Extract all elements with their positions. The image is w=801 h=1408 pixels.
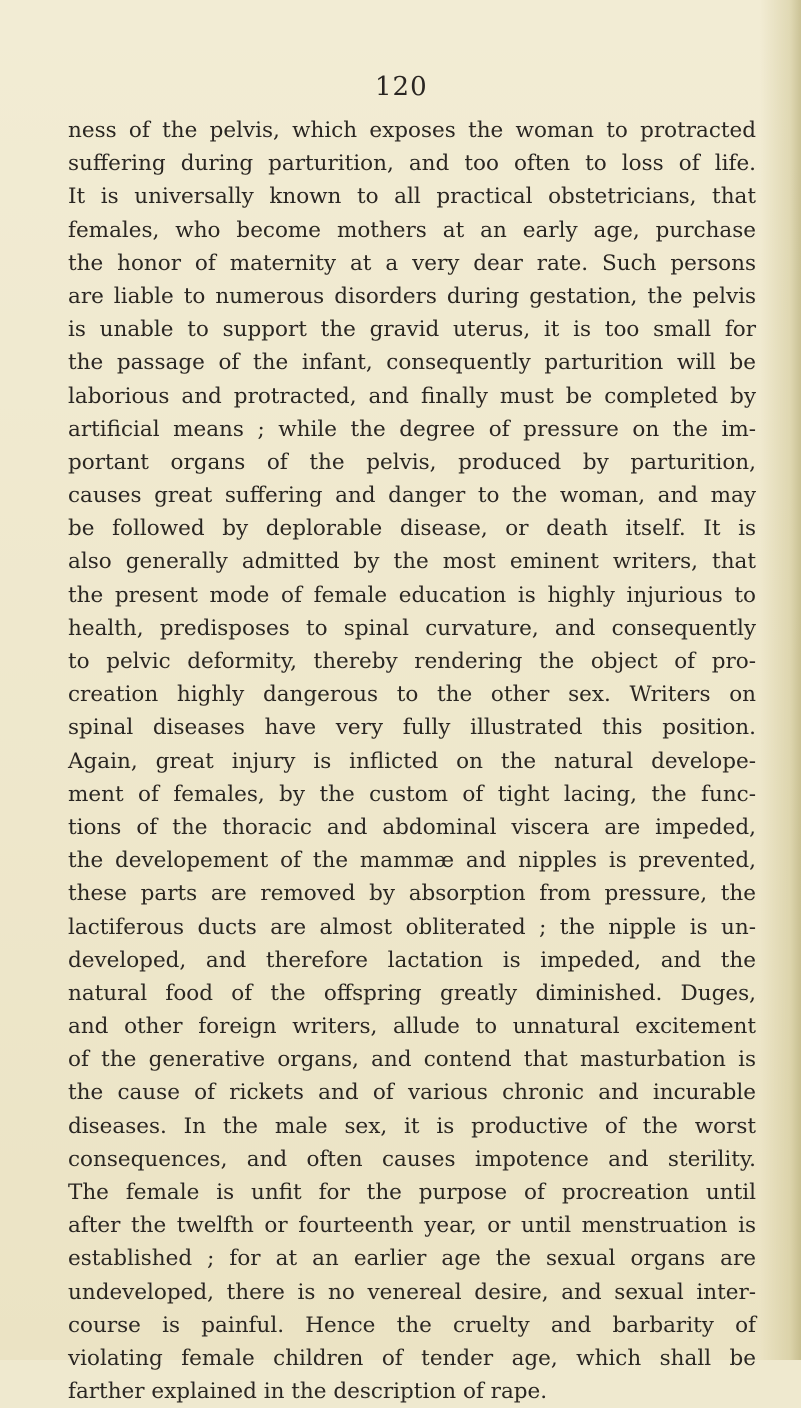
text-line: course is painful. Hence the cruelty and barbarity of [68, 1312, 756, 1338]
text-line: and other foreign writers, allude to unnatural excitement [68, 1014, 756, 1040]
text-line: natural food of the offspring greatly diminished. Duges, [68, 980, 756, 1006]
text-line: the cause of rickets and of various chronic and incurable [68, 1080, 756, 1106]
text-line: established ; for at an earlier age the sexual organs are [68, 1246, 756, 1272]
text-line: of the generative organs, and contend that masturbation is [68, 1047, 756, 1073]
text-line: farther explained in the description of rape. [68, 1379, 548, 1405]
text-line: It is universally known to all practical obstetricians, that [68, 184, 756, 210]
text-line: the present mode of female education is highly injurious to [68, 582, 756, 608]
text-line: ment of females, by the custom of tight lacing, the func- [68, 781, 756, 807]
text-line: laborious and protracted, and finally must be completed by [68, 383, 756, 409]
text-line: after the twelfth or fourteenth year, or until menstruation is [68, 1213, 756, 1239]
text-line: ness of the pelvis, which exposes the woman to protracted [68, 118, 756, 143]
text-line: artificial means ; while the degree of pressure on the im- [68, 416, 756, 442]
text-line: diseases. In the male sex, it is productive of the worst [68, 1113, 756, 1139]
text-line: causes great suffering and danger to the woman, and may [68, 483, 756, 509]
body-text [68, 114, 756, 1408]
text-line: is unable to support the gravid uterus, it is too small for [68, 317, 756, 343]
page-number: 120 [375, 72, 428, 102]
text-line: developed, and therefore lactation is impeded, and the [68, 947, 756, 973]
text-line: also generally admitted by the most eminent writers, that [68, 549, 756, 575]
text-line: suffering during parturition, and too often to loss of life. [68, 151, 756, 177]
text-line: are liable to numerous disorders during gestation, the pelvis [68, 283, 756, 309]
text-line: to pelvic deformity, thereby rendering the object of pro- [68, 649, 756, 674]
text-line: the developement of the mammæ and nipples is prevented, [68, 848, 756, 874]
text-line: the honor of maternity at a very dear rate. Such persons [68, 250, 756, 276]
text-line: be followed by deplorable disease, or death itself. It is [68, 516, 756, 542]
text-line: spinal diseases have very fully illustrated this position. [68, 715, 756, 741]
text-line: health, predisposes to spinal curvature, and consequently [68, 615, 756, 641]
text-line: violating female children of tender age, which shall be [68, 1345, 756, 1371]
text-line: The female is unfit for the purpose of procreation until [68, 1180, 756, 1205]
text-line: creation highly dangerous to the other sex. Writers on [68, 682, 756, 708]
text-line: consequences, and often causes impotence and sterility. [68, 1146, 756, 1172]
text-line: the passage of the infant, consequently parturition will be [68, 350, 756, 376]
text-line: females, who become mothers at an early age, purchase [68, 217, 756, 243]
text-line: portant organs of the pelvis, produced by parturition, [68, 449, 756, 475]
text-line: these parts are removed by absorption from pressure, the [68, 881, 756, 907]
text-line: undeveloped, there is no venereal desire, and sexual inter- [68, 1279, 756, 1305]
text-line: tions of the thoracic and abdominal viscera are impeded, [68, 814, 756, 840]
text-line: lactiferous ducts are almost obliterated ; the nipple is un- [68, 914, 756, 940]
text-line: Again, great injury is inflicted on the natural develope- [68, 748, 756, 774]
